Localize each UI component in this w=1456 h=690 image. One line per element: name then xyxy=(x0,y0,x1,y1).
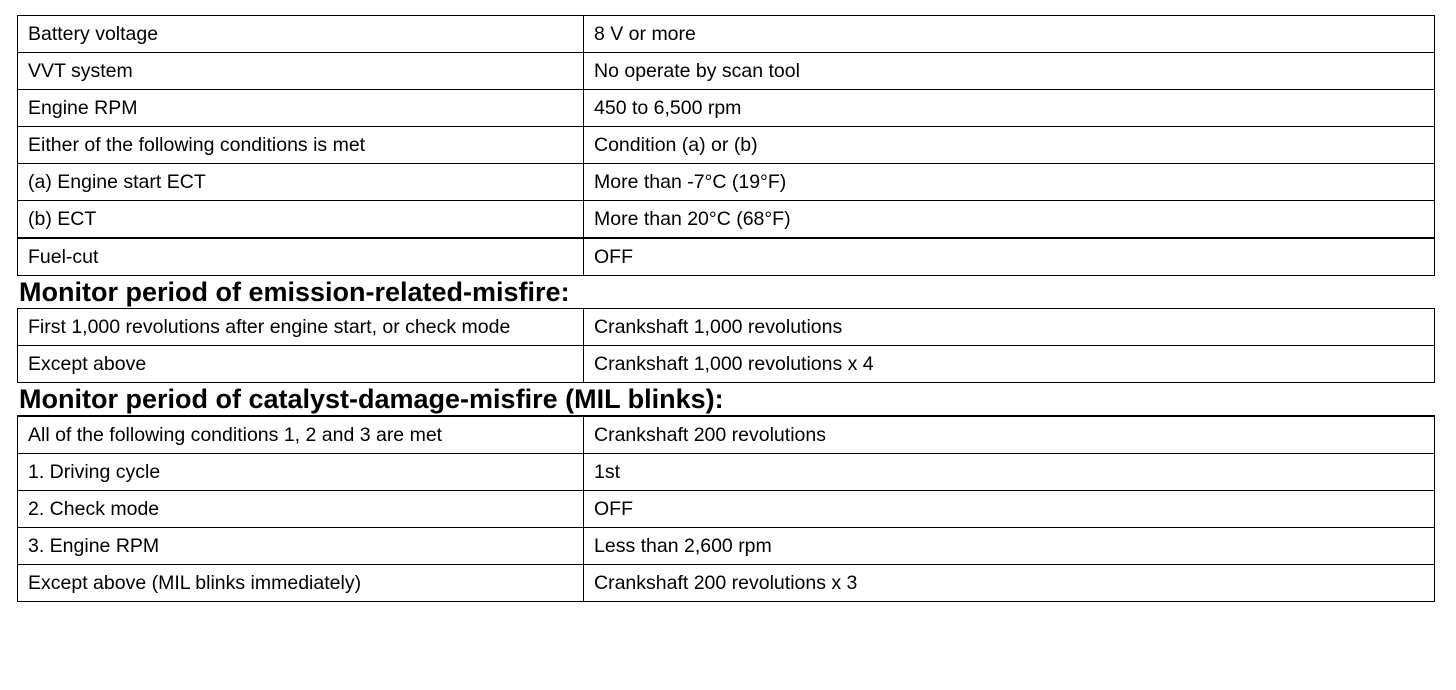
period-label: Except above xyxy=(18,346,584,383)
period-value: OFF xyxy=(584,491,1435,528)
period-label: First 1,000 revolutions after engine start, or check mode xyxy=(18,309,584,346)
condition-value: OFF xyxy=(584,238,1435,276)
period-value: Crankshaft 1,000 revolutions xyxy=(584,309,1435,346)
condition-label: Either of the following conditions is met xyxy=(18,127,584,164)
table-row xyxy=(18,127,1435,164)
condition-label: (a) Engine start ECT xyxy=(18,164,584,201)
emission-misfire-table xyxy=(17,308,1435,383)
period-label: All of the following conditions 1, 2 and 3 are met xyxy=(18,416,584,454)
table-row xyxy=(18,90,1435,127)
table-row xyxy=(18,309,1435,346)
conditions-table xyxy=(17,15,1435,276)
table-row xyxy=(18,565,1435,602)
catalyst-misfire-heading: Monitor period of catalyst-damage-misfire (MIL blinks): xyxy=(19,384,724,414)
condition-label: Engine RPM xyxy=(18,90,584,127)
condition-value: 8 V or more xyxy=(584,16,1435,53)
condition-value: 450 to 6,500 rpm xyxy=(584,90,1435,127)
condition-label: Fuel-cut xyxy=(18,238,584,276)
table-row xyxy=(18,346,1435,383)
period-value: Crankshaft 200 revolutions x 3 xyxy=(584,565,1435,602)
table-row xyxy=(18,528,1435,565)
period-label: 1. Driving cycle xyxy=(18,454,584,491)
period-label: 2. Check mode xyxy=(18,491,584,528)
table-row xyxy=(18,16,1435,53)
period-label: 3. Engine RPM xyxy=(18,528,584,565)
condition-label: VVT system xyxy=(18,53,584,90)
table-row xyxy=(18,416,1435,454)
period-value: 1st xyxy=(584,454,1435,491)
period-value: Crankshaft 200 revolutions xyxy=(584,416,1435,454)
period-value: Less than 2,600 rpm xyxy=(584,528,1435,565)
condition-label: Battery voltage xyxy=(18,16,584,53)
condition-value: More than 20°C (68°F) xyxy=(584,201,1435,239)
condition-value: Condition (a) or (b) xyxy=(584,127,1435,164)
table-row xyxy=(18,201,1435,239)
emission-misfire-heading: Monitor period of emission-related-misfire: xyxy=(19,277,570,307)
table-row xyxy=(18,454,1435,491)
period-label: Except above (MIL blinks immediately) xyxy=(18,565,584,602)
condition-label: (b) ECT xyxy=(18,201,584,239)
catalyst-misfire-table xyxy=(17,415,1435,602)
table-row xyxy=(18,491,1435,528)
condition-value: No operate by scan tool xyxy=(584,53,1435,90)
table-row xyxy=(18,238,1435,276)
condition-value: More than -7°C (19°F) xyxy=(584,164,1435,201)
period-value: Crankshaft 1,000 revolutions x 4 xyxy=(584,346,1435,383)
document-page xyxy=(17,15,1434,602)
table-row xyxy=(18,53,1435,90)
table-row xyxy=(18,164,1435,201)
